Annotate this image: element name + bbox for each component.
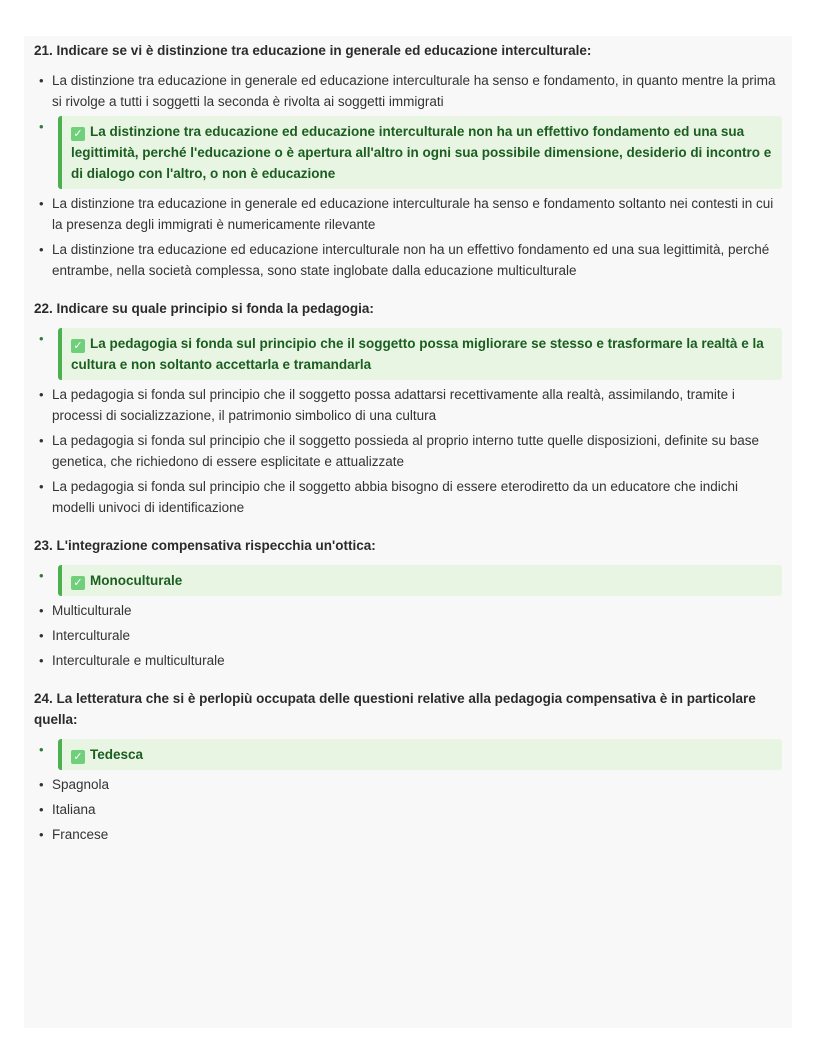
bullet-dot: • [39,603,44,618]
answer-list [34,328,782,518]
bullet-dot: • [39,479,44,494]
bullet-dot: • [39,777,44,792]
answer-option [34,239,782,281]
bullet-dot: • [39,387,44,402]
bullet-dot: • [39,568,44,583]
correct-answer-box [58,739,782,770]
answer-option [34,70,782,112]
quiz-page [24,36,792,1028]
answer-list [34,739,782,845]
bullet-dot: • [39,653,44,668]
bullet-dot: • [39,119,44,134]
check-box-icon: ✓ [71,576,85,590]
bullet-dot: • [39,242,44,257]
answer-text: Spagnola [52,777,110,792]
answer-text: La distinzione tra educazione in generale ed educazione interculturale ha senso e fondamento soltanto nei contesti in cui la presenza degli immigrati è numericamente rilevante [52,196,774,232]
bullet-dot: • [39,827,44,842]
answer-text: Interculturale [52,628,131,643]
answer-option [34,193,782,235]
check-box-icon: ✓ [71,339,85,353]
question-title: 22. Indicare su quale principio si fonda la pedagogia: [34,301,374,316]
answer-text: Francese [52,827,109,842]
answer-option [34,600,782,621]
answer-list [34,565,782,671]
answer-text: La pedagogia si fonda sul principio che il soggetto possieda al proprio interno tutte quelle disposizioni, definite su base genetica, che richiedono di essere esplicitate e attualizzate [52,433,759,469]
answer-option [34,476,782,518]
answer-text: La pedagogia si fonda sul principio che il soggetto possa migliorare se stesso e trasformare la realtà e la cultura e non soltanto accettarla e tramandarla [71,336,764,372]
bullet-dot: • [39,433,44,448]
answer-text: La distinzione tra educazione ed educazione interculturale non ha un effettivo fondamento ed una sua legittimità, perché l'educazione o è apertura all'altro in ogni sua possibile dimensione, desiderio di incontro e di dialogo con l'altro, o non è educazione [71,124,772,181]
answer-text: Multiculturale [52,603,132,618]
bullet-dot: • [39,802,44,817]
answer-option [34,650,782,671]
answer-option [34,824,782,845]
answer-text: Tedesca [90,747,144,762]
answer-option [34,625,782,646]
answer-text: Italiana [52,802,96,817]
question-title: 21. Indicare se vi è distinzione tra educazione in generale ed educazione interculturale: [34,43,592,58]
answer-option-correct [34,328,782,380]
check-box-icon: ✓ [71,750,85,764]
check-box-icon: ✓ [71,127,85,141]
correct-answer-box [58,328,782,380]
bullet-dot: • [39,742,44,757]
bullet-dot: • [39,628,44,643]
answer-text: La pedagogia si fonda sul principio che il soggetto abbia bisogno di essere eterodiretto da un educatore che indichi modelli univoci di identificazione [52,479,738,515]
question-title: 23. L'integrazione compensativa rispecchia un'ottica: [34,538,376,553]
bullet-dot: • [39,196,44,211]
answer-text: La distinzione tra educazione in generale ed educazione interculturale ha senso e fondamento, in quanto mentre la prima si rivolge a tutti i soggetti la seconda è rivolta ai soggetti immigrati [52,73,776,109]
question-title: 24. La letteratura che si è perlopiù occupata delle questioni relative alla pedagogia compensativa è in particolare quella: [34,691,756,727]
correct-answer-box [58,565,782,596]
answer-option-correct [34,739,782,770]
answer-text: Monoculturale [90,573,183,588]
bullet-dot: • [39,331,44,346]
answer-option-correct [34,565,782,596]
answer-text: La pedagogia si fonda sul principio che il soggetto possa adattarsi recettivamente alla realtà, assimilando, tramite i processi di socializzazione, il patrimonio simbolico di una cultura [52,387,735,423]
answer-text: La distinzione tra educazione ed educazione interculturale non ha un effettivo fondamento ed una sua legittimità, perché entrambe, nella società complessa, sono state inglobate dalla educazione multiculturale [52,242,770,278]
quiz-content [24,36,792,845]
correct-answer-box [58,116,782,189]
answer-list [34,70,782,281]
bullet-dot: • [39,73,44,88]
answer-option [34,430,782,472]
answer-option [34,384,782,426]
answer-option-correct [34,116,782,189]
answer-option [34,799,782,820]
answer-text: Interculturale e multiculturale [52,653,225,668]
answer-option [34,774,782,795]
